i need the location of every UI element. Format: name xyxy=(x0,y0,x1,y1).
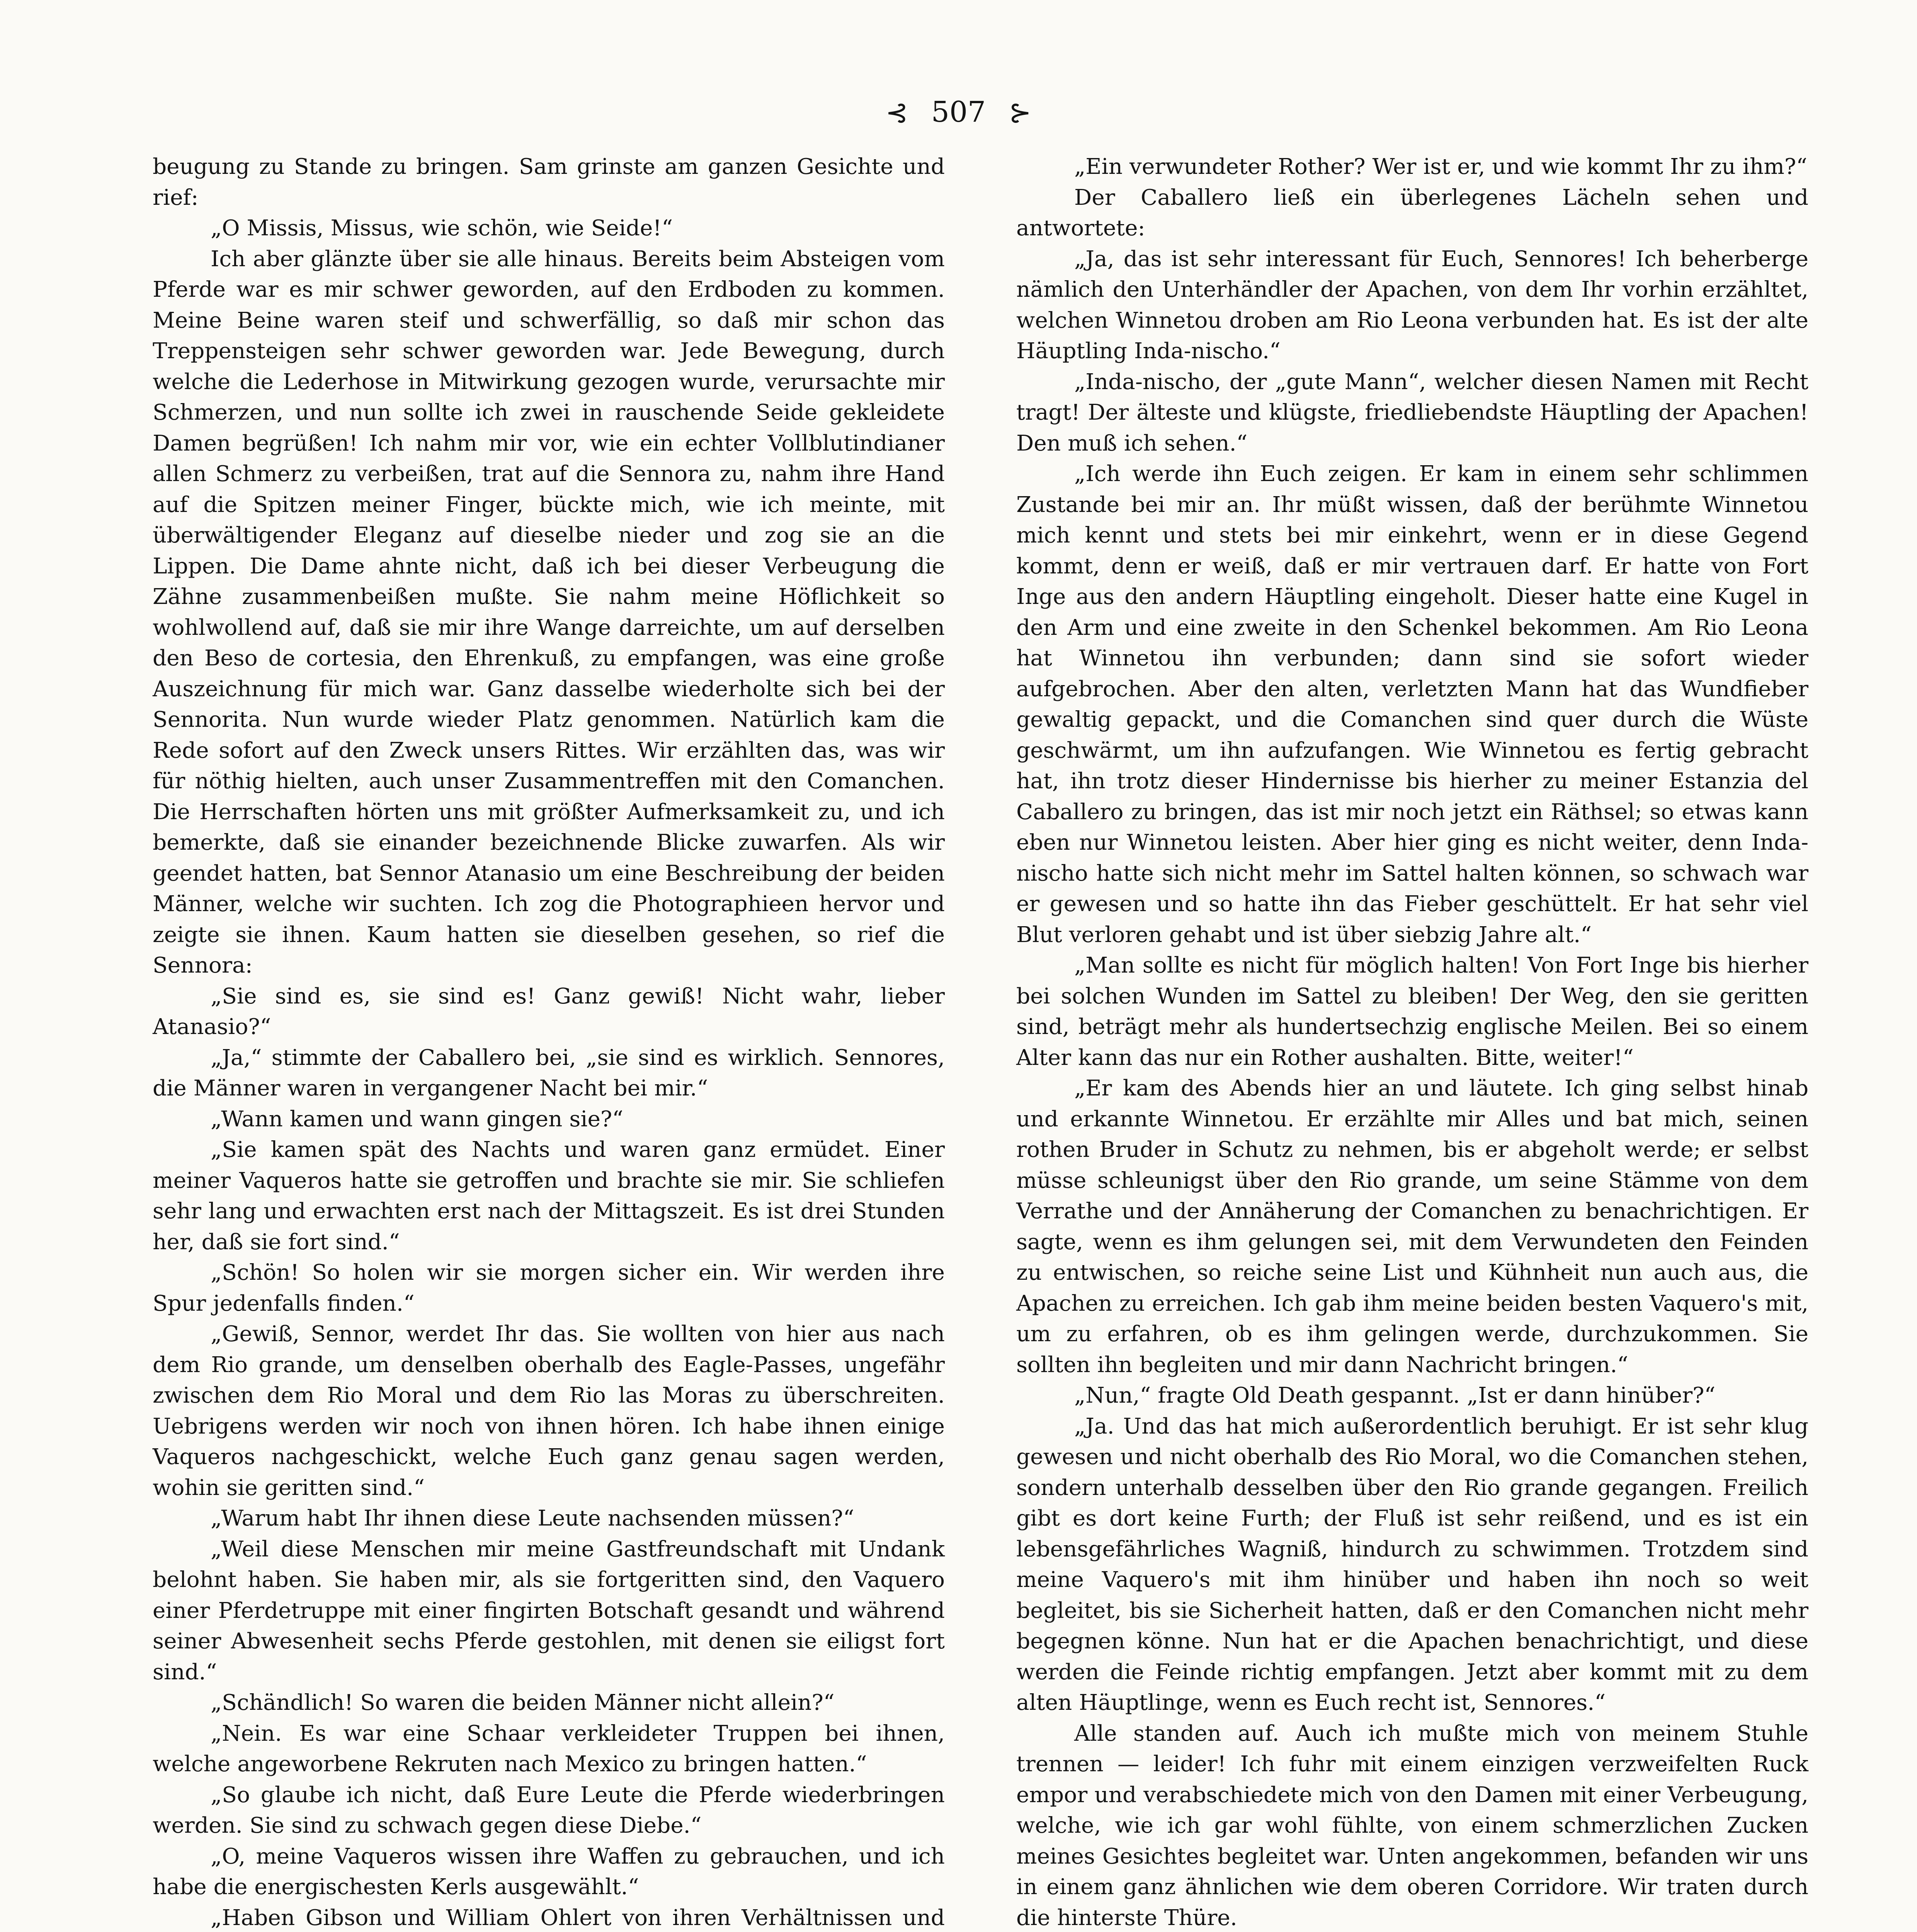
paragraph: „Ja, das ist sehr interessant für Euch, Sennores! Ich beherberge nämlich den Unterhändler der Apachen, von dem Ihr vorhin erzähltet, welchen Winnetou droben am Rio Leona verbunden hat. Es ist der alte Häuptling Inda-nischo.“ xyxy=(1016,246,1808,364)
paragraph: „So glaube ich nicht, daß Eure Leute die Pferde wiederbringen werden. Sie sind zu schwach gegen diese Diebe.“ xyxy=(153,1782,945,1838)
paragraph: „Sie sind es, sie sind es! Ganz gewiß! Nicht wahr, lieber Atanasio?“ xyxy=(153,983,945,1039)
paragraph: „Schändlich! So waren die beiden Männer nicht allein?“ xyxy=(211,1690,835,1715)
page-number: 507 xyxy=(931,95,986,129)
paragraph: beugung zu Stande zu bringen. Sam grinste am ganzen Gesichte und rief: xyxy=(153,154,945,210)
right-column xyxy=(1016,151,1808,1932)
paragraph: „O Missis, Missus, wie schön, wie Seide!“ xyxy=(211,216,673,241)
paragraph: Der Caballero ließ ein überlegenes Lächeln sehen und antwortete: xyxy=(1016,185,1808,241)
left-ornament-icon: ⊰ xyxy=(885,97,908,128)
paragraph: Alle standen auf. Auch ich mußte mich von meinem Stuhle trennen — leider! Ich fuhr mit einem einzigen verzweifelten Ruck empor und verabschiedete mich von den Damen mit einer Verbeugung, welche, wie ich gar wohl fühlte, von einem schmerzlichen Zucken meines Gesichtes begleitet war. Unten angekommen, befanden wir uns in einem ganz ähnlichen wie dem oberen Corridore. Wir traten durch die hinterste Thüre. xyxy=(1016,1721,1808,1930)
page-header xyxy=(0,95,1917,130)
paragraph: „Gewiß, Sennor, werdet Ihr das. Sie wollten von hier aus nach dem Rio grande, um denselben oberhalb des Eagle-Passes, ungefähr zwischen dem Rio Moral und dem Rio las Moras zu überschreiten. Uebrigens werden wir noch von ihnen hören. Ich habe ihnen einige Vaqueros nachgeschickt, welche Euch ganz genau sagen werden, wohin sie geritten sind.“ xyxy=(153,1321,945,1500)
paragraph: „Warum habt Ihr ihnen diese Leute nachsenden müssen?“ xyxy=(211,1506,854,1531)
paragraph: „Ja. Und das hat mich außerordentlich beruhigt. Er ist sehr klug gewesen und nicht oberhalb des Rio Moral, wo die Comanchen stehen, sondern unterhalb desselben über den Rio grande gegangen. Freilich gibt es dort keine Furth; der Fluß ist sehr reißend, und es ist ein lebensgefährliches Wagniß, hindurch zu schwimmen. Trotzdem sind meine Vaquero's mit ihm hinüber und haben ihn noch so weit begleitet, bis sie Sicherheit hatten, daß er den Comanchen nicht mehr begegnen könne. Nun hat er die Apachen benachrichtigt, und diese werden die Feinde richtig empfangen. Jetzt aber kommt mit zu dem alten Häuptlinge, wenn es Euch recht ist, Sennores.“ xyxy=(1016,1413,1808,1715)
paragraph: „Man sollte es nicht für möglich halten! Von Fort Inge bis hierher bei solchen Wunden im Sattel zu bleiben! Der Weg, den sie geritten sind, beträgt mehr als hundertsechzig englische Meilen. Bei so einem Alter kann das nur ein Rother aushalten. Bitte, weiter!“ xyxy=(1016,953,1808,1070)
paragraph: „Ja,“ stimmte der Caballero bei, „sie sind es wirklich. Sennores, die Männer waren in vergangener Nacht bei mir.“ xyxy=(153,1045,945,1101)
paragraph: „Sie kamen spät des Nachts und waren ganz ermüdet. Einer meiner Vaqueros hatte sie getroffen und brachte sie mir. Sie schliefen sehr lang und erwachten erst nach der Mittagszeit. Es ist drei Stunden her, daß sie fort sind.“ xyxy=(153,1137,945,1255)
paragraph: „Weil diese Menschen mir meine Gastfreundschaft mit Undank belohnt haben. Sie haben mir, als sie fortgeritten sind, den Vaquero einer Pferdetruppe mit einer fingirten Botschaft gesandt und während seiner Abwesenheit sechs Pferde gestohlen, mit denen sie eiligst fort sind.“ xyxy=(153,1536,945,1685)
left-column xyxy=(153,151,945,1932)
paragraph: „Nein. Es war eine Schaar verkleideter Truppen bei ihnen, welche angeworbene Rekruten nach Mexico zu bringen hatten.“ xyxy=(153,1721,945,1777)
paragraph: „O, meine Vaqueros wissen ihre Waffen zu gebrauchen, und ich habe die energischesten Kerls ausgewählt.“ xyxy=(153,1844,945,1900)
paragraph: „Inda-nischo, der „gute Mann“, welcher diesen Namen mit Recht tragt! Der älteste und klügste, friedliebendste Häuptling der Apachen! Den muß ich sehen.“ xyxy=(1016,369,1808,456)
paragraph: „Wann kamen und wann gingen sie?“ xyxy=(211,1106,624,1132)
paragraph: „Haben Gibson und William Ohlert von ihren Verhältnissen und xyxy=(211,1905,945,1930)
paragraph: „Ein verwundeter Rother? Wer ist er, und wie kommt Ihr zu ihm?“ xyxy=(1074,154,1808,179)
paragraph: „Ich werde ihn Euch zeigen. Er kam in einem sehr schlimmen Zustande bei mir an. Ihr müßt wissen, daß der berühmte Winnetou mich kennt und stets bei mir einkehrt, wenn er in diese Gegend kommt, denn er weiß, daß er mir vertrauen darf. Er hatte von Fort Inge aus den andern Häuptling eingeholt. Dieser hatte eine Kugel in den Arm und eine zweite in den Schenkel bekommen. Am Rio Leona hat Winnetou ihn verbunden; dann sind sie sofort wieder aufgebrochen. Aber den alten, verletzten Mann hat das Wundfieber gewaltig gepackt, und die Comanchen sind quer durch die Wüste geschwärmt, um ihn aufzufangen. Wie Winnetou es fertig gebracht hat, ihn trotz dieser Hindernisse bis hierher zu meiner Estanzia del Caballero zu bringen, das ist mir noch jetzt ein Räthsel; so etwas kann eben nur Winnetou leisten. Aber hier ging es nicht weiter, denn Inda-nischo hatte sich nicht mehr im Sattel halten können, so schwach war er gewesen und so hatte ihn das Fieber geschüttelt. Er hat sehr viel Blut verloren gehabt und ist über siebzig Jahre alt.“ xyxy=(1016,461,1808,947)
paragraph: Ich aber glänzte über sie alle hinaus. Bereits beim Absteigen vom Pferde war es mir schwer geworden, auf den Erdboden zu kommen. Meine Beine waren steif und schwerfällig, so daß mir schon das Treppensteigen sehr schwer geworden war. Jede Bewegung, durch welche die Lederhose in Mitwirkung gezogen wurde, verursachte mir Schmerzen, und nun sollte ich zwei in rauschende Seide gekleidete Damen begrüßen! Ich nahm mir vor, wie ein echter Vollblutindianer allen Schmerz zu verbeißen, trat auf die Sennora zu, nahm ihre Hand auf die Spitzen meiner Finger, bückte mich, wie ich meinte, mit überwältigender Eleganz auf dieselbe nieder und zog sie an die Lippen. Die Dame ahnte nicht, daß ich bei dieser Verbeugung die Zähne zusammenbeißen mußte. Sie nahm meine Höflichkeit so wohlwollend auf, daß sie mir ihre Wange darreichte, um auf derselben den Beso de cortesia, den Ehrenkuß, zu empfangen, was eine große Auszeichnung für mich war. Ganz dasselbe wiederholte sich bei der Sennorita. Nun wurde wieder Platz genommen. Natürlich kam die Rede sofort auf den Zweck unsers Rittes. Wir erzählten das, was wir für nöthig hielten, auch unser Zusammentreffen mit den Comanchen. Die Herrschaften hörten uns mit größter Aufmerksamkeit zu, und ich bemerkte, daß sie einander bezeichnende Blicke zuwarfen. Als wir geendet hatten, bat Sennor Atanasio um eine Beschreibung der beiden Männer, welche wir suchten. Ich zog die Photographieen hervor und zeigte sie ihnen. Kaum hatten sie dieselben gesehen, so rief die Sennora: xyxy=(153,246,945,978)
paragraph: „Er kam des Abends hier an und läutete. Ich ging selbst hinab und erkannte Winnetou. Er erzählte mir Alles und bat mich, seinen rothen Bruder in Schutz zu nehmen, bis er abgeholt werde; er selbst müsse schleunigst über den Rio grande, um seine Stämme von dem Verrathe und der Annäherung der Comanchen zu benachrichtigen. Er sagte, wenn es ihm gelungen sei, mit dem Verwundeten den Feinden zu entwischen, so reiche seine List und Kühnheit nun auch aus, die Apachen zu erreichen. Ich gab ihm meine beiden besten Vaquero's mit, um zu erfahren, ob es ihm gelingen werde, durchzukommen. Sie sollten ihn begleiten und mir dann Nachricht bringen.“ xyxy=(1016,1076,1808,1378)
paragraph: „Schön! So holen wir sie morgen sicher ein. Wir werden ihre Spur jedenfalls finden.“ xyxy=(153,1260,945,1316)
paragraph: „Nun,“ fragte Old Death gespannt. „Ist er dann hinüber?“ xyxy=(1074,1383,1716,1408)
right-ornament-icon: ⊱ xyxy=(1009,97,1032,128)
